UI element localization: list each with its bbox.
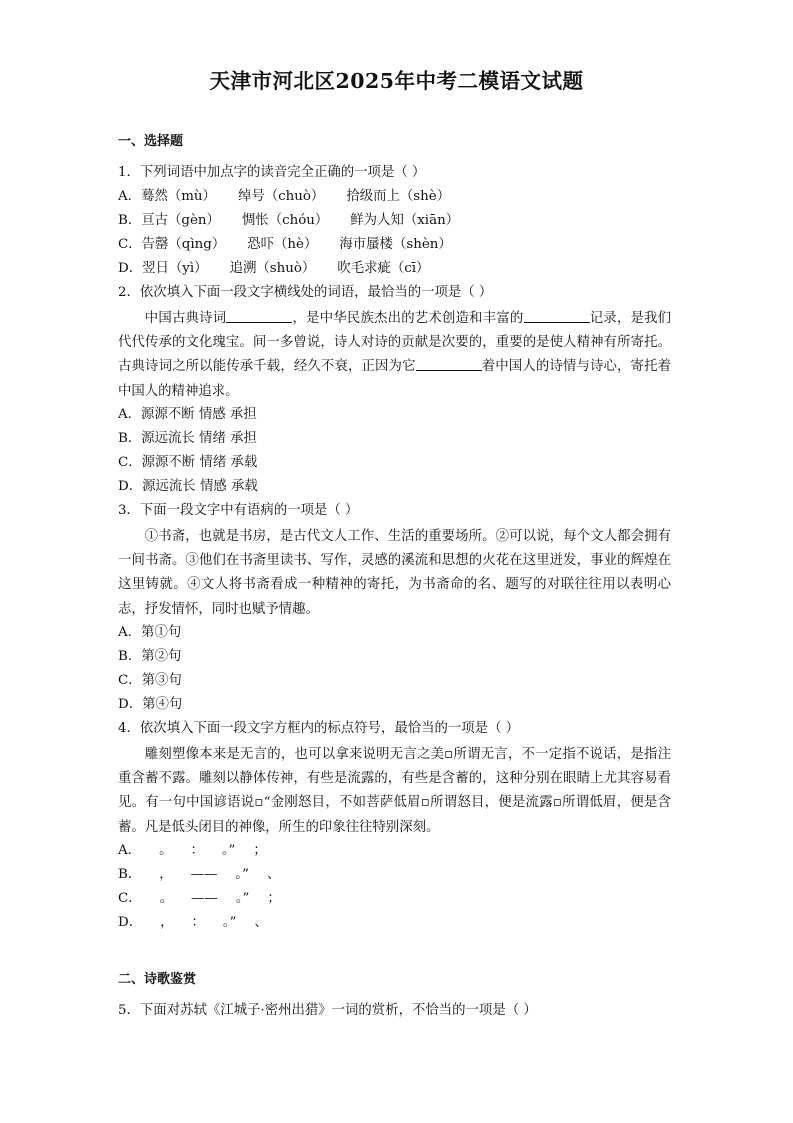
q1-option-b: B．亘古（gèn） 惆怅（chóu） 鲜为人知（xiān） [118,213,460,228]
q2-option-a: A．源源不断 情感 承担 [118,407,257,422]
q1-option-d: D．翌日（yì） 追溯（shuò） 吹毛求疵（cī） [118,261,430,276]
q5-stem: 5．下面对苏轼《江城子·密州出猎》一词的赏析，不恰当的一项是（ ） [118,1003,537,1018]
q4-option-c: C． 。 —— 。” ； [118,891,281,906]
q4-option-d: D． ， ： 。” 、 [118,915,268,930]
q2-option-c: C．源源不断 情绪 承载 [118,455,258,470]
fill-blank [524,308,590,323]
q3-option-d: D．第④句 [118,697,183,712]
q2-stem: 2．依次填入下面一段文字横线处的词语，最恰当的一项是（ ） [118,285,493,300]
q3-option-c: C．第③句 [118,673,182,688]
fill-blank [226,308,292,323]
q2-option-d: D．源远流长 情感 承载 [118,479,258,494]
q3-option-b: B．第②句 [118,649,182,664]
q4-option-b: B． ， —— 。” 、 [118,867,281,882]
q4-passage: 雕刻塑像本来是无言的，也可以拿来说明无言之美▫所谓无言，不一定指不说话，是指注重含蓄不露。雕刻以静体传神，有些是流露的，有些是含蓄的，这种分别在眼睛上尤其容易看见。有一句中国谚语说▫“金刚怒目，不如菩萨低眉▫所谓怒目，便是流露▫所谓低眉，便是含蓄。凡是低头闭目的神像，所生的印象往往特别深刻。 [118,747,671,835]
q3-passage: ①书斋，也就是书房，是古代文人工作、生活的重要场所。②可以说，每个文人都会拥有一间书斋。③他们在书斋里读书、写作，灵感的溪流和思想的火花在这里迸发，事业的辉煌在这里铸就。④文人将书斋看成一种精神的寄托，为书斋命的名、题写的对联往往用以表明心志，抒发情怀，同时也赋予情趣。 [118,529,671,617]
fill-blank [416,356,482,371]
q3-option-a: A．第①句 [118,625,182,640]
section-heading-poetry: 二、诗歌鉴赏 [118,972,197,987]
section-heading-choice: 一、选择题 [118,134,184,149]
page-title: 天津市河北区2025年中考二模语文试题 [209,69,584,93]
q3-stem: 3．下面一段文字中有语病的一项是（ ） [118,503,359,518]
q1-option-a: A．蓦然（mù） 绰号（chuò） 拾级而上（shè） [118,189,451,204]
q4-stem: 4．依次填入下面一段文字方框内的标点符号，最恰当的一项是（ ） [118,721,520,736]
q2-passage: 中国古典诗词 ，是中华民族杰出的艺术创造和丰富的 记录，是我们代代传承的文化瑰宝。间一多曾说，诗人对诗的贡献是次要的，重要的是使人精神有所寄托。古典诗词之所以能传承千载，经久不衰，正因为它 着中国人的诗情与诗心，寄托着中国人的精神追求。 [118,307,671,404]
q1-stem: 1．下列词语中加点字的读音完全正确的一项是（ ） [118,165,426,180]
q4-option-a: A． 。 ： 。” ； [118,843,267,858]
q2-option-b: B．源远流长 情绪 承担 [118,431,257,446]
q1-option-c: C．告罄（qìng） 恐吓（hè） 海市蜃楼（shèn） [118,237,452,252]
